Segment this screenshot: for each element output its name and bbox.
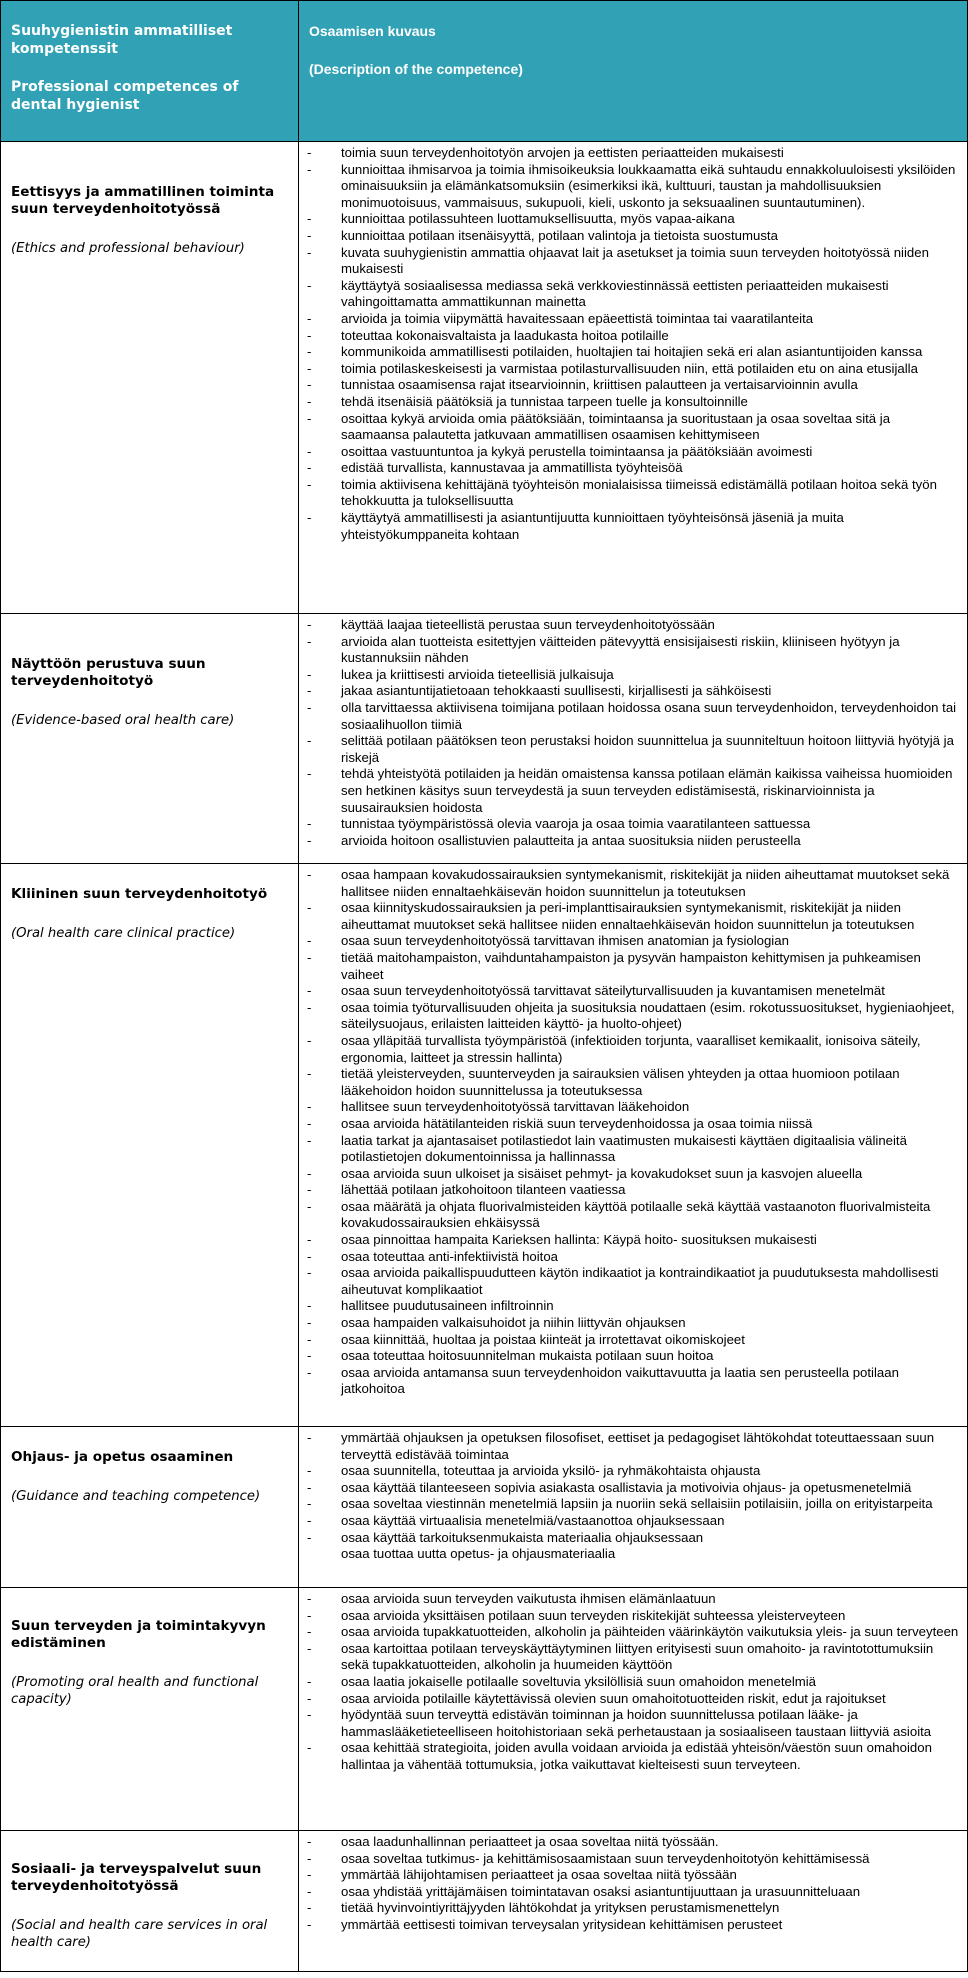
description-item: - käyttää laajaa tieteellistä perustaa suun terveydenhoitotyössään xyxy=(307,617,961,634)
description-list xyxy=(299,1831,967,1934)
description-item: - arvioida alan tuotteista esitettyjen väitteiden pätevyyttä ensisijaisesti riskiin, kliiniseen hyötyyn ja kustannuksiin nähden xyxy=(307,634,961,667)
description-item: - osaa soveltaa viestinnän menetelmiä lapsiin ja nuoriin sekä sellaisiin potilaisiin, joilla on erityistarpeita xyxy=(307,1496,961,1513)
table-row xyxy=(1,864,968,1427)
header-col2-en: (Description of the competence) xyxy=(309,61,523,77)
description-list xyxy=(299,1427,967,1563)
description-item: - ymmärtää lähijohtamisen periaatteet ja osaa soveltaa niitä työssään xyxy=(307,1867,961,1884)
header-col2-fi: Osaamisen kuvaus xyxy=(309,23,436,39)
description-item: - tietää maitohampaiston, vaihduntahampaiston ja pysyvän hampaiston kehittymisen ja puhkeamisen vaiheet xyxy=(307,950,961,983)
description-item: osaa tuottaa uutta opetus- ja ohjausmateriaalia xyxy=(341,1546,616,1562)
description-item: - osaa määrätä ja ohjata fluorivalmisteiden käyttöä potilaalle sekä käyttää vastaanoton fluorivalmisteita kovakudossairauksien ehkäisyssä xyxy=(307,1199,961,1232)
description-cell xyxy=(299,614,968,864)
description-item: - laatia tarkat ja ajantasaiset potilastiedot lain vaatimusten mukaisesti käyttäen digitaalisia välineitä potilastietojen dokumentoinnissa ja hallinnassa xyxy=(307,1133,961,1166)
description-item: - osaa laadunhallinnan periaatteet ja osaa soveltaa niitä työssään. xyxy=(307,1834,961,1851)
competence-title: Ohjaus- ja opetus osaaminen xyxy=(11,1449,234,1465)
description-item: - osaa toteuttaa hoitosuunnitelman mukaista potilaan suun hoitoa xyxy=(307,1348,961,1365)
competence-title-en: (Ethics and professional behaviour) xyxy=(11,241,245,256)
description-list xyxy=(299,614,967,849)
description-item: - kunnioittaa ihmisarvoa ja toimia ihmisoikeuksia loukkaamatta eikä suhtaudu ennakkoluuloisesti yksilöiden ominaisuuksiin ja elämänkatsomuksiin (esimerkiksi ikä, kulttuuri, taustan ja mahdollisuuksien monimuotoisuus, vammaisuus, sukupuoli, kieli, uskonto ja seksuaalinen suuntautuminen). xyxy=(307,162,961,212)
description-item: - osoittaa kykyä arvioida omia päätöksiään, toimintaansa ja suoritustaan ja osaa soveltaa sitä ja saamaansa palautetta jatkuvaan ammatillisen osaamisen kehittymiseen xyxy=(307,411,961,444)
description-item: - tunnistaa työympäristössä olevia vaaroja ja osaa toimia vaaratilanteen sattuessa xyxy=(307,816,961,833)
competence-title-en: (Social and health care services in oral health care) xyxy=(11,1918,268,1950)
description-item: - olla tarvittaessa aktiivisena toimijana potilaan hoidossa osana suun terveydenhoidon, terveydenhoidon tai sosiaalihuollon tiimiä xyxy=(307,700,961,733)
description-item: - osaa yhdistää yrittäjämäisen toimintatavan osaksi asiantuntijuuttaan ja urasuunnitteluaan xyxy=(307,1884,961,1901)
description-item: - osaa kehittää strategioita, joiden avulla voidaan arvioida ja edistää yhteisön/väestön suun omahoidon hallintaa ja vähentää tottumuksia, jotka vaikuttavat kielteisesti suun terveyteen. xyxy=(307,1740,961,1773)
description-item: - kunnioittaa potilaan itsenäisyyttä, potilaan valintoja ja tietoista suostumusta xyxy=(307,228,961,245)
description-item: - osaa kiinnityskudossairauksien ja peri-implanttisairauksien syntymekanismit, riskitekijät ja niiden aiheuttamat muutokset sekä hallitsee niiden ennaltaehkäisevän hoidon suunnittelun ja toteutuksen xyxy=(307,900,961,933)
description-item: - lukea ja kriittisesti arvioida tieteellisiä julkaisuja xyxy=(307,667,961,684)
description-item: - hallitsee puudutusaineen infiltroinnin xyxy=(307,1298,961,1315)
description-item: - tehdä itsenäisiä päätöksiä ja tunnistaa tarpeen tuelle ja konsultoinnille xyxy=(307,394,961,411)
header-col1-fi: Suuhygienistin ammatilliset kompetenssit xyxy=(11,23,233,57)
description-item: - osaa hampaan kovakudossairauksien syntymekanismit, riskitekijät ja niiden aiheuttamat muutokset sekä hallitsee niiden ennaltaehkäisevän hoidon suunnittelun ja toteutuksen xyxy=(307,867,961,900)
description-item: - lähettää potilaan jatkohoitoon tilanteen vaatiessa xyxy=(307,1182,961,1199)
competence-cell xyxy=(1,1427,299,1588)
description-item: - käyttäytyä sosiaalisessa mediassa sekä verkkoviestinnässä eettisten periaatteiden mukaisesti vahingoittamatta ammattikunnan mainetta xyxy=(307,278,961,311)
description-item: - osaa arvioida potilaille käytettävissä olevien suun omahoitotuotteiden riskit, edut ja rajoitukset xyxy=(307,1691,961,1708)
description-item: - osaa arvioida yksittäisen potilaan suun terveyden riskitekijät suhteessa yleisterveyteen xyxy=(307,1608,961,1625)
description-item: - arvioida hoitoon osallistuvien palautteita ja antaa suosituksia niiden perusteella xyxy=(307,833,961,850)
description-item: - osaa arvioida suun ulkoiset ja sisäiset pehmyt- ja kovakudokset suun ja kasvojen alueella xyxy=(307,1166,961,1183)
description-item: - toteuttaa kokonaisvaltaista ja laadukasta hoitoa potilaille xyxy=(307,328,961,345)
description-item: - toimia aktiivisena kehittäjänä työyhteisön monialaisissa tiimeissä edistämällä potilaan hoitoa sekä työn tehokkuutta ja tuloksellisuutta xyxy=(307,477,961,510)
description-item: - osaa käyttää tarkoituksenmukaista materiaalia ohjauksessaan xyxy=(307,1530,961,1547)
competence-title: Suun terveyden ja toimintakyvyn edistäminen xyxy=(11,1618,266,1651)
description-item: - osaa ylläpitää turvallista työympäristöä (infektioiden torjunta, vaaralliset kemikaalit, ionisoiva säteily, ergonomia, laitteet ja stressin hallinta) xyxy=(307,1033,961,1066)
description-list xyxy=(299,142,967,543)
table-row xyxy=(1,1588,968,1831)
competence-title-en: (Promoting oral health and functional capacity) xyxy=(11,1675,259,1707)
description-item: - toimia suun terveydenhoitotyön arvojen ja eettisten periaatteiden mukaisesti xyxy=(307,145,961,162)
competence-title: Näyttöön perustuva suun terveydenhoitotyö xyxy=(11,656,206,689)
description-item: - osaa pinnoittaa hampaita Karieksen hallinta: Käypä hoito- suosituksen mukaisesti xyxy=(307,1232,961,1249)
description-item: - kuvata suuhygienistin ammattia ohjaavat lait ja asetukset ja toimia suun terveyden hoitotyössä niiden mukaisesti xyxy=(307,245,961,278)
competence-title: Eettisyys ja ammatillinen toiminta suun terveydenhoitotyössä xyxy=(11,184,275,217)
competence-cell xyxy=(1,614,299,864)
description-cell xyxy=(299,1831,968,1972)
description-item: - kommunikoida ammatillisesti potilaiden, huoltajien tai hoitajien sekä eri alan asiantuntijoiden kanssa xyxy=(307,344,961,361)
description-cell xyxy=(299,1588,968,1831)
description-list xyxy=(299,864,967,1398)
description-item: - osaa toteuttaa anti-infektiivistä hoitoa xyxy=(307,1249,961,1266)
description-item: - kunnioittaa potilassuhteen luottamuksellisuutta, myös vapaa-aikana xyxy=(307,211,961,228)
description-item: - osaa käyttää virtuaalisia menetelmiä/vastaanottoa ohjauksessaan xyxy=(307,1513,961,1530)
competence-title-en: (Guidance and teaching competence) xyxy=(11,1489,261,1504)
description-item: - tietää hyvinvointiyrittäjyyden lähtökohdat ja yrityksen perustamismenettelyn xyxy=(307,1900,961,1917)
description-item: - osaa arvioida paikallispuudutteen käytön indikaatiot ja kontraindikaatiot ja puudutuksesta mahdollisesti aiheutuvat komplikaatiot xyxy=(307,1265,961,1298)
competence-title-en: (Evidence-based oral health care) xyxy=(11,713,235,728)
description-item: - tunnistaa osaamisensa rajat itsearvioinnin, kriittisen palautteen ja vertaisarvioinnin avulla xyxy=(307,377,961,394)
description-item: - osaa kiinnittää, huoltaa ja poistaa kiinteät ja irrotettavat oikomiskojeet xyxy=(307,1332,961,1349)
description-item: - toimia potilaskeskeisesti ja varmistaa potilasturvallisuuden niin, että potilaiden etu on aina etusijalla xyxy=(307,361,961,378)
table-body xyxy=(1,142,968,1972)
description-item: - osaa suun terveydenhoitotyössä tarvittavan ihmisen anatomian ja fysiologian xyxy=(307,933,961,950)
description-item: - tehdä yhteistyötä potilaiden ja heidän omaistensa kanssa potilaan elämän kaikissa vaiheissa huomioiden sen hetkinen käsitys suun terveydestä ja suun terveyden edistämisestä, riskinarvioinnista ja suusairauksien hoidosta xyxy=(307,766,961,816)
table-row xyxy=(1,1831,968,1972)
description-item: - käyttäytyä ammatillisesti ja asiantuntijuutta kunnioittaen työyhteisönsä jäseniä ja muita yhteistyökumppaneita kohtaan xyxy=(307,510,961,543)
description-item: - jakaa asiantuntijatietoaan tehokkaasti suullisesti, kirjallisesti ja sähköisesti xyxy=(307,683,961,700)
competence-cell xyxy=(1,1831,299,1972)
competence-cell xyxy=(1,864,299,1427)
description-item: - osaa suun terveydenhoitotyössä tarvittavat säteilyturvallisuuden ja kuvantamisen menetelmät xyxy=(307,983,961,1000)
description-item: - osaa arvioida tupakkatuotteiden, alkoholin ja päihteiden väärinkäytön vaikutuksia yleis- ja suun terveyteen xyxy=(307,1624,961,1641)
header-competences xyxy=(1,1,299,142)
description-item: - osaa arvioida suun terveyden vaikutusta ihmisen elämänlaatuun xyxy=(307,1591,961,1608)
header-col1-en: Professional competences of dental hygienist xyxy=(11,79,239,113)
description-item: - osaa hampaiden valkaisuhoidot ja niihin liittyvän ohjauksen xyxy=(307,1315,961,1332)
description-item: - edistää turvallista, kannustavaa ja ammatillista työyhteisöä xyxy=(307,460,961,477)
description-item: - arvioida ja toimia viipymättä havaitessaan epäeettistä toimintaa tai vaaratilanteita xyxy=(307,311,961,328)
description-item: - osaa soveltaa tutkimus- ja kehittämisosaamistaan suun terveydenhoitotyön kehittämisessä xyxy=(307,1851,961,1868)
description-item: - osaa toimia työturvallisuuden ohjeita ja suosituksia noudattaen (esim. rokotussuositukset, hygieniaohjeet, säteilysuojaus, erilaisten laitteiden käyttö- ja huolto-ohjeet) xyxy=(307,1000,961,1033)
table-row xyxy=(1,1427,968,1588)
description-cell xyxy=(299,1427,968,1588)
description-item: - osaa arvioida antamansa suun terveydenhoidon vaikuttavuutta ja laatia sen perusteella potilaan jatkohoitoa xyxy=(307,1365,961,1398)
description-cell xyxy=(299,864,968,1427)
description-item: - hyödyntää suun terveyttä edistävän toiminnan ja hoidon suunnittelussa potilaan lääke- ja hammaslääketieteelliseen hoitohistoriaan sekä perhetaustaan ja sosiaaliseen taustaan liittyviä asioita xyxy=(307,1707,961,1740)
description-item: - osaa kartoittaa potilaan terveyskäyttäytyminen liittyen erityisesti suun omahoito- ja ravintotottumuksiin sekä tupakkatuotteiden, alkoholin ja huumeiden käyttöön xyxy=(307,1641,961,1674)
header-description xyxy=(299,1,968,142)
competence-cell xyxy=(1,142,299,614)
description-item: - osaa suunnitella, toteuttaa ja arvioida yksilö- ja ryhmäkohtaista ohjausta xyxy=(307,1463,961,1480)
table-header xyxy=(1,1,968,142)
description-item: - hallitsee suun terveydenhoitotyössä tarvittavan lääkehoidon xyxy=(307,1099,961,1116)
description-item: - osaa arvioida hätätilanteiden riskiä suun terveydenhoidossa ja osaa toimia niissä xyxy=(307,1116,961,1133)
description-item: - ymmärtää eettisesti toimivan terveysalan yritysidean kehittämisen perusteet xyxy=(307,1917,961,1934)
table-row xyxy=(1,142,968,614)
description-item: - tietää yleisterveyden, suunterveyden ja sairauksien välisen yhteyden ja ottaa huomioon potilaan lääkehoidon hoidon suunnittelussa ja toteutuksessa xyxy=(307,1066,961,1099)
competence-title: Kliininen suun terveydenhoitotyö xyxy=(11,886,268,902)
description-item: - ymmärtää ohjauksen ja opetuksen filosofiset, eettiset ja pedagogiset lähtökohdat toteuttaessaan suun terveyttä edistävää toimintaa xyxy=(307,1430,961,1463)
description-item: - osaa laatia jokaiselle potilaalle soveltuvia yksilöllisiä suun omahoidon menetelmiä xyxy=(307,1674,961,1691)
description-item: - osaa käyttää tilanteeseen sopivia asiakasta osallistavia ja motivoivia ohjaus- ja opetusmenetelmiä xyxy=(307,1480,961,1497)
competence-title-en: (Oral health care clinical practice) xyxy=(11,926,236,941)
description-item: - osoittaa vastuuntuntoa ja kykyä perustella toimintaansa ja päätöksiään avoimesti xyxy=(307,444,961,461)
competence-cell xyxy=(1,1588,299,1831)
description-cell xyxy=(299,142,968,614)
description-list xyxy=(299,1588,967,1774)
competence-title: Sosiaali- ja terveyspalvelut suun terveydenhoitotyössä xyxy=(11,1861,262,1894)
description-item: - selittää potilaan päätöksen teon perustaksi hoidon suunnittelua ja suunniteltuun hoitoon liittyviä hyötyjä ja riskejä xyxy=(307,733,961,766)
table-row xyxy=(1,614,968,864)
